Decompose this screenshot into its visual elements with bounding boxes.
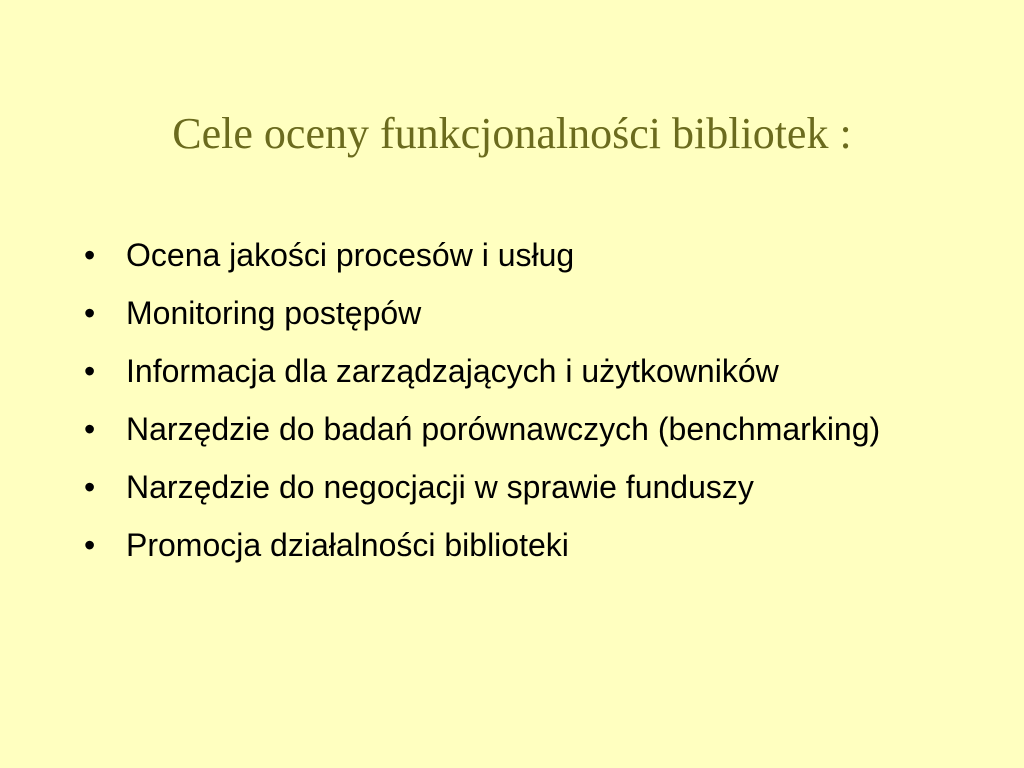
bullet-icon: • bbox=[84, 353, 96, 389]
bullet-icon: • bbox=[84, 237, 96, 273]
bullet-text: Promocja działalności biblioteki bbox=[126, 527, 569, 563]
bullet-item-benchmarking bbox=[84, 406, 940, 452]
bullet-icon: • bbox=[84, 527, 96, 563]
bullet-icon: • bbox=[84, 295, 96, 331]
bullet-text: Ocena jakości procesów i usług bbox=[126, 237, 575, 273]
bullet-text: Monitoring postępów bbox=[126, 295, 422, 331]
bullet-text: Informacja dla zarządzających i użytkowników bbox=[126, 353, 779, 389]
bullet-item-promocja bbox=[84, 522, 940, 568]
bullet-icon: • bbox=[84, 469, 96, 505]
bullet-list bbox=[84, 232, 940, 580]
bullet-item-ocena-jakosci bbox=[84, 232, 940, 278]
bullet-icon: • bbox=[84, 411, 96, 447]
bullet-text: Narzędzie do negocjacji w sprawie funduszy bbox=[126, 469, 754, 505]
bullet-item-informacja bbox=[84, 348, 940, 394]
bullet-item-negocjacje bbox=[84, 464, 940, 510]
slide-title: Cele oceny funkcjonalności bibliotek : bbox=[172, 109, 852, 158]
bullet-item-monitoring bbox=[84, 290, 940, 336]
bullet-text: Narzędzie do badań porównawczych (benchmarking) bbox=[126, 411, 881, 447]
